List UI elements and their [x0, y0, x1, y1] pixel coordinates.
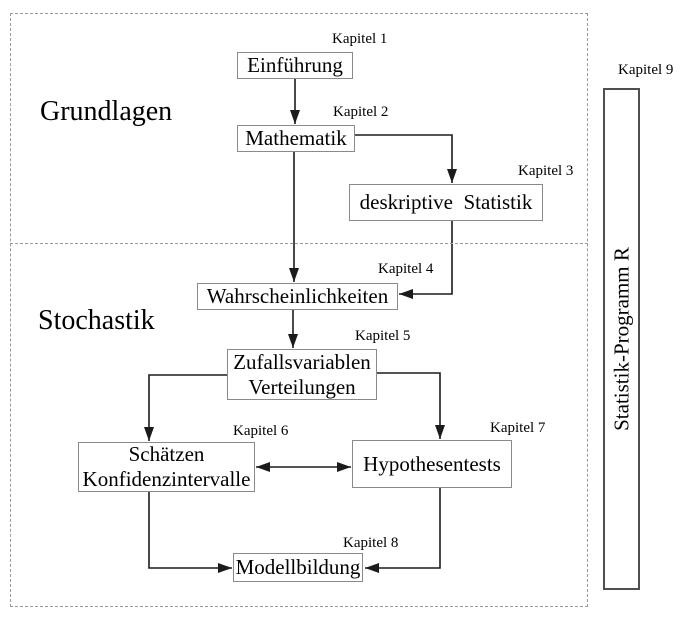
arrow-zufallsvariablen-schaetzen: [149, 375, 227, 441]
node-zufallsvariablen: [227, 349, 377, 400]
node-schaetzen: [78, 442, 255, 492]
chapter-label-1: Kapitel 1: [332, 31, 388, 47]
section-label-stochastik: Stochastik: [38, 305, 155, 336]
node-einfuehrung: [237, 52, 353, 79]
node-modellbildung-label: Modellbildung: [235, 555, 361, 579]
node-wahrscheinlichkeiten: [197, 283, 398, 310]
node-hypothesentests-label: Hypothesentests: [363, 451, 501, 476]
node-statistik-programm-r-label: Statistik-Programm R: [609, 247, 633, 431]
chapter-label-8: Kapitel 8: [343, 535, 399, 551]
node-schaetzen-label-line1: Schätzen: [128, 442, 205, 466]
chapter-label-5: Kapitel 5: [355, 328, 411, 344]
arrow-zufallsvariablen-hypothesentests: [377, 373, 440, 439]
chapter-label-2: Kapitel 2: [333, 104, 389, 120]
arrow-hypothesentests-modellbildung: [365, 488, 440, 568]
section-label-grundlagen: Grundlagen: [40, 96, 173, 127]
node-einfuehrung-label: Einführung: [247, 53, 343, 77]
node-statistik-programm-r: [603, 88, 640, 590]
node-deskriptive-statistik: [349, 184, 543, 221]
chapter-label-6: Kapitel 6: [233, 423, 289, 439]
node-hypothesentests: [352, 440, 512, 488]
node-schaetzen-label-line2: Konfidenzintervalle: [82, 467, 251, 491]
node-deskriptive-statistik-label: deskriptive Statistik: [359, 190, 533, 214]
node-modellbildung: [233, 553, 363, 582]
node-zufallsvariablen-label-line2: Verteilungen: [248, 374, 356, 399]
chapter-label-9: Kapitel 9: [618, 62, 674, 78]
arrow-schaetzen-modellbildung: [149, 492, 232, 568]
section-divider: [10, 243, 588, 244]
chapter-label-7: Kapitel 7: [490, 420, 546, 436]
arrow-mathematik-deskriptive: [355, 135, 452, 183]
node-mathematik-label: Mathematik: [245, 126, 347, 150]
arrow-deskriptive-wahrscheinlichkeiten: [399, 221, 452, 294]
node-zufallsvariablen-label-line1: Zufallsvariablen: [233, 349, 371, 374]
node-wahrscheinlichkeiten-label: Wahrscheinlichkeiten: [206, 284, 389, 308]
chapter-label-4: Kapitel 4: [378, 261, 434, 277]
node-mathematik: [237, 125, 355, 152]
chapter-label-3: Kapitel 3: [518, 163, 574, 179]
